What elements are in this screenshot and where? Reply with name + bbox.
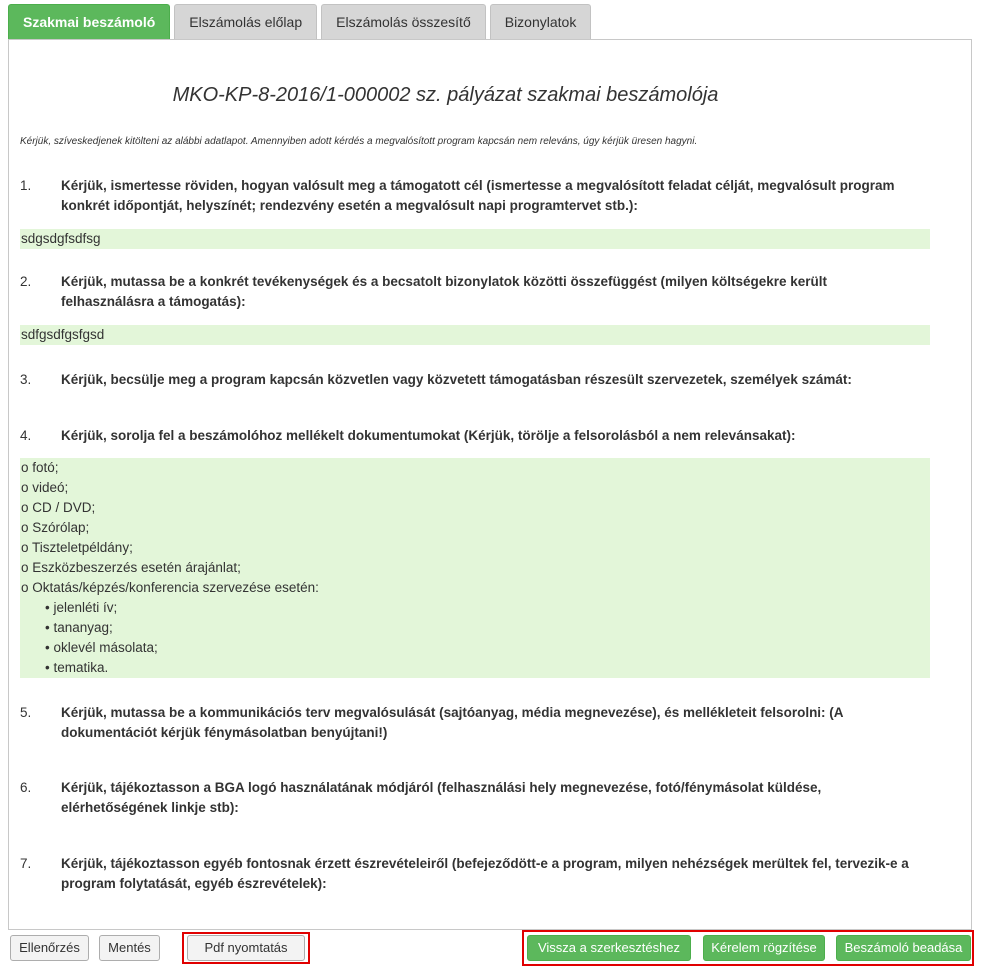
question-text: Kérjük, becsülje meg a program kapcsán közvetlen vagy közvetett támogatásban részesült szervezetek, személyek számát:	[61, 372, 852, 387]
list-item: o videó;	[21, 480, 69, 495]
intro-text: Kérjük, szíveskedjenek kitölteni az alábbi adatlapot. Amennyiben adott kérdés a megvalósított program kapcsán nem releváns, úgy kérjük üresen hagyni.	[20, 136, 698, 147]
list-item: o fotó;	[21, 460, 59, 475]
answer-field-1[interactable]	[20, 229, 930, 249]
list-item: o Szórólap;	[21, 520, 90, 535]
question-6	[20, 778, 920, 818]
question-number: 1.	[20, 178, 32, 193]
submit-report-button[interactable]: Beszámoló beadása	[836, 935, 971, 961]
tab-elszamolas-osszesito[interactable]: Elszámolás összesítő	[321, 4, 486, 40]
list-subitem: • tananyag;	[45, 620, 113, 635]
list-subitem: • jelenléti ív;	[45, 600, 118, 615]
report-panel	[8, 39, 972, 930]
question-4	[20, 426, 920, 446]
list-item: o Tiszteletpéldány;	[21, 540, 133, 555]
question-3	[20, 370, 920, 390]
record-request-button[interactable]: Kérelem rögzítése	[703, 935, 825, 961]
question-2	[20, 272, 920, 312]
question-number: 7.	[20, 856, 32, 871]
answer-field-4[interactable]	[20, 458, 930, 678]
save-button[interactable]: Mentés	[99, 935, 160, 961]
check-button[interactable]: Ellenőrzés	[10, 935, 89, 961]
question-number: 2.	[20, 274, 32, 289]
page-title: MKO-KP-8-2016/1-000002 sz. pályázat szakmai beszámolója	[172, 84, 719, 106]
question-text: Kérjük, ismertesse röviden, hogyan valósult meg a támogatott cél (ismertesse a megvalósított feladat célját, megvalósult program konkrét időpontját, helyszínét; rendezvény esetén a megvalósult napi programtervet stb.):	[61, 178, 895, 213]
list-subitem: • oklevél másolata;	[45, 640, 158, 655]
tab-szakmai-beszamolo[interactable]: Szakmai beszámoló	[8, 4, 170, 40]
question-number: 6.	[20, 780, 32, 795]
question-text: Kérjük, tájékoztasson egyéb fontosnak érzett észrevételeiről (befejeződött-e a program, milyen nehézségek merültek fel, tervezik-e a program folytatását, egyéb észrevételek):	[61, 856, 909, 891]
question-number: 3.	[20, 372, 32, 387]
question-text: Kérjük, mutassa be a konkrét tevékenységek és a becsatolt bizonylatok közötti összefüggést (milyen költségekre került felhasználásra a támogatás):	[61, 274, 828, 309]
question-7	[20, 854, 920, 894]
back-to-edit-button[interactable]: Vissza a szerkesztéshez	[527, 935, 691, 961]
list-item: o Oktatás/képzés/konferencia szervezése esetén:	[21, 580, 319, 595]
question-number: 5.	[20, 705, 32, 720]
question-number: 4.	[20, 428, 32, 443]
question-text: Kérjük, sorolja fel a beszámolóhoz mellékelt dokumentumokat (Kérjük, törölje a felsorolásból a nem relevánsakat):	[61, 428, 796, 443]
tab-elszamolas-elolap[interactable]: Elszámolás előlap	[174, 4, 317, 40]
pdf-print-button[interactable]: Pdf nyomtatás	[187, 935, 305, 961]
answer-text: sdgsdgfsdfsg	[21, 231, 101, 246]
question-text: Kérjük, tájékoztasson a BGA logó használatának módjáról (felhasználási hely megnevezése, fotó/fénymásolat küldése, elérhetőségének linkje stb):	[61, 780, 822, 815]
answer-text: sdfgsdfgsfgsd	[21, 327, 105, 342]
question-5	[20, 703, 920, 743]
list-subitem: • tematika.	[45, 660, 109, 675]
question-1	[20, 176, 920, 216]
list-item: o Eszközbeszerzés esetén árajánlat;	[21, 560, 241, 575]
question-text: Kérjük, mutassa be a kommunikációs terv megvalósulását (sajtóanyag, média megnevezése), és mellékleteit felsorolni: (A dokumentációt kérjük fénymásolatban benyújtani!)	[61, 705, 844, 740]
tab-bar	[8, 4, 595, 40]
list-item: o CD / DVD;	[21, 500, 96, 515]
tab-bizonylatok[interactable]: Bizonylatok	[490, 4, 592, 40]
answer-field-2[interactable]	[20, 325, 930, 345]
